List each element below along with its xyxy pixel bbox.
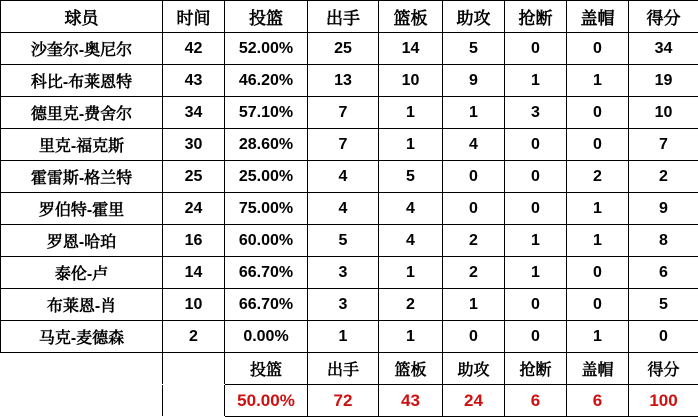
cell-blocks: 1 (567, 321, 629, 353)
cell-fg-attempts: 25 (308, 33, 379, 65)
cell-rebounds: 1 (379, 129, 443, 161)
total-fg-pct: 50.00% (225, 385, 308, 417)
total-points: 100 (629, 385, 698, 417)
table-row (1, 129, 698, 161)
table-row (1, 161, 698, 193)
cell-assists: 2 (443, 225, 505, 257)
cell-assists: 0 (443, 161, 505, 193)
cell-minutes: 16 (163, 225, 225, 257)
totals-value-spacer-minutes (163, 385, 225, 417)
cell-rebounds: 1 (379, 97, 443, 129)
cell-fg-pct: 46.20% (225, 65, 308, 97)
table-row (1, 33, 698, 65)
cell-points: 5 (629, 289, 698, 321)
cell-rebounds: 5 (379, 161, 443, 193)
cell-rebounds: 1 (379, 321, 443, 353)
cell-player: 罗伯特-霍里 (1, 193, 163, 225)
cell-assists: 1 (443, 97, 505, 129)
totals-header-row (1, 353, 698, 385)
cell-blocks: 0 (567, 289, 629, 321)
totals-header-fg-attempts: 出手 (308, 353, 379, 385)
cell-assists: 0 (443, 193, 505, 225)
column-header-rebounds: 篮板 (379, 1, 443, 33)
totals-header-steals: 抢断 (505, 353, 567, 385)
cell-steals: 1 (505, 225, 567, 257)
cell-points: 7 (629, 129, 698, 161)
cell-player: 沙奎尔-奥尼尔 (1, 33, 163, 65)
cell-assists: 4 (443, 129, 505, 161)
cell-player: 罗恩-哈珀 (1, 225, 163, 257)
cell-minutes: 25 (163, 161, 225, 193)
cell-fg-pct: 52.00% (225, 33, 308, 65)
total-assists: 24 (443, 385, 505, 417)
totals-header-fg-pct: 投篮 (225, 353, 308, 385)
cell-minutes: 30 (163, 129, 225, 161)
cell-blocks: 1 (567, 193, 629, 225)
cell-blocks: 2 (567, 161, 629, 193)
cell-points: 34 (629, 33, 698, 65)
cell-assists: 1 (443, 289, 505, 321)
cell-fg-attempts: 7 (308, 97, 379, 129)
cell-fg-attempts: 4 (308, 193, 379, 225)
column-header-blocks: 盖帽 (567, 1, 629, 33)
column-header-fg-pct: 投篮 (225, 1, 308, 33)
table-body (1, 33, 698, 417)
cell-fg-attempts: 4 (308, 161, 379, 193)
cell-minutes: 42 (163, 33, 225, 65)
cell-blocks: 0 (567, 33, 629, 65)
cell-rebounds: 10 (379, 65, 443, 97)
cell-rebounds: 1 (379, 257, 443, 289)
cell-points: 0 (629, 321, 698, 353)
cell-assists: 2 (443, 257, 505, 289)
cell-blocks: 0 (567, 97, 629, 129)
totals-header-rebounds: 篮板 (379, 353, 443, 385)
cell-player: 霍雷斯-格兰特 (1, 161, 163, 193)
cell-fg-pct: 0.00% (225, 321, 308, 353)
cell-fg-pct: 57.10% (225, 97, 308, 129)
total-blocks: 6 (567, 385, 629, 417)
cell-fg-pct: 75.00% (225, 193, 308, 225)
cell-fg-pct: 66.70% (225, 257, 308, 289)
total-fg-attempts: 72 (308, 385, 379, 417)
totals-spacer-minutes (163, 353, 225, 385)
cell-fg-pct: 28.60% (225, 129, 308, 161)
cell-fg-attempts: 13 (308, 65, 379, 97)
cell-fg-pct: 66.70% (225, 289, 308, 321)
cell-fg-attempts: 3 (308, 257, 379, 289)
table-row (1, 65, 698, 97)
totals-value-spacer-player (1, 385, 163, 417)
table-row (1, 225, 698, 257)
cell-fg-attempts: 7 (308, 129, 379, 161)
table-header (1, 1, 698, 33)
table-row (1, 97, 698, 129)
cell-minutes: 34 (163, 97, 225, 129)
cell-blocks: 0 (567, 257, 629, 289)
cell-blocks: 1 (567, 225, 629, 257)
totals-header-assists: 助攻 (443, 353, 505, 385)
cell-points: 8 (629, 225, 698, 257)
cell-minutes: 24 (163, 193, 225, 225)
cell-assists: 0 (443, 321, 505, 353)
cell-steals: 1 (505, 257, 567, 289)
cell-steals: 0 (505, 129, 567, 161)
cell-fg-attempts: 5 (308, 225, 379, 257)
header-row (1, 1, 698, 33)
cell-blocks: 1 (567, 65, 629, 97)
table-row (1, 321, 698, 353)
cell-steals: 3 (505, 97, 567, 129)
cell-minutes: 10 (163, 289, 225, 321)
cell-player: 布莱恩-肖 (1, 289, 163, 321)
cell-minutes: 14 (163, 257, 225, 289)
cell-player: 马克-麦德森 (1, 321, 163, 353)
totals-values-row (1, 385, 698, 417)
cell-fg-pct: 60.00% (225, 225, 308, 257)
cell-steals: 0 (505, 33, 567, 65)
column-header-minutes: 时间 (163, 1, 225, 33)
cell-player: 里克-福克斯 (1, 129, 163, 161)
cell-steals: 0 (505, 321, 567, 353)
cell-player: 德里克-费舍尔 (1, 97, 163, 129)
total-steals: 6 (505, 385, 567, 417)
cell-assists: 5 (443, 33, 505, 65)
cell-assists: 9 (443, 65, 505, 97)
column-header-assists: 助攻 (443, 1, 505, 33)
cell-points: 6 (629, 257, 698, 289)
cell-fg-pct: 25.00% (225, 161, 308, 193)
cell-player: 泰伦-卢 (1, 257, 163, 289)
column-header-fg-attempts: 出手 (308, 1, 379, 33)
column-header-points: 得分 (629, 1, 698, 33)
totals-header-points: 得分 (629, 353, 698, 385)
cell-points: 2 (629, 161, 698, 193)
cell-rebounds: 4 (379, 193, 443, 225)
cell-minutes: 2 (163, 321, 225, 353)
cell-fg-attempts: 1 (308, 321, 379, 353)
cell-fg-attempts: 3 (308, 289, 379, 321)
cell-rebounds: 14 (379, 33, 443, 65)
cell-player: 科比-布莱恩特 (1, 65, 163, 97)
cell-blocks: 0 (567, 129, 629, 161)
cell-steals: 0 (505, 161, 567, 193)
table-row (1, 193, 698, 225)
cell-points: 9 (629, 193, 698, 225)
column-header-player: 球员 (1, 1, 163, 33)
cell-rebounds: 2 (379, 289, 443, 321)
cell-steals: 1 (505, 65, 567, 97)
cell-points: 19 (629, 65, 698, 97)
total-rebounds: 43 (379, 385, 443, 417)
cell-steals: 0 (505, 289, 567, 321)
table-row (1, 289, 698, 321)
column-header-steals: 抢断 (505, 1, 567, 33)
cell-minutes: 43 (163, 65, 225, 97)
table-row (1, 257, 698, 289)
cell-rebounds: 4 (379, 225, 443, 257)
cell-steals: 0 (505, 193, 567, 225)
cell-points: 10 (629, 97, 698, 129)
totals-spacer-player (1, 353, 163, 385)
totals-header-blocks: 盖帽 (567, 353, 629, 385)
